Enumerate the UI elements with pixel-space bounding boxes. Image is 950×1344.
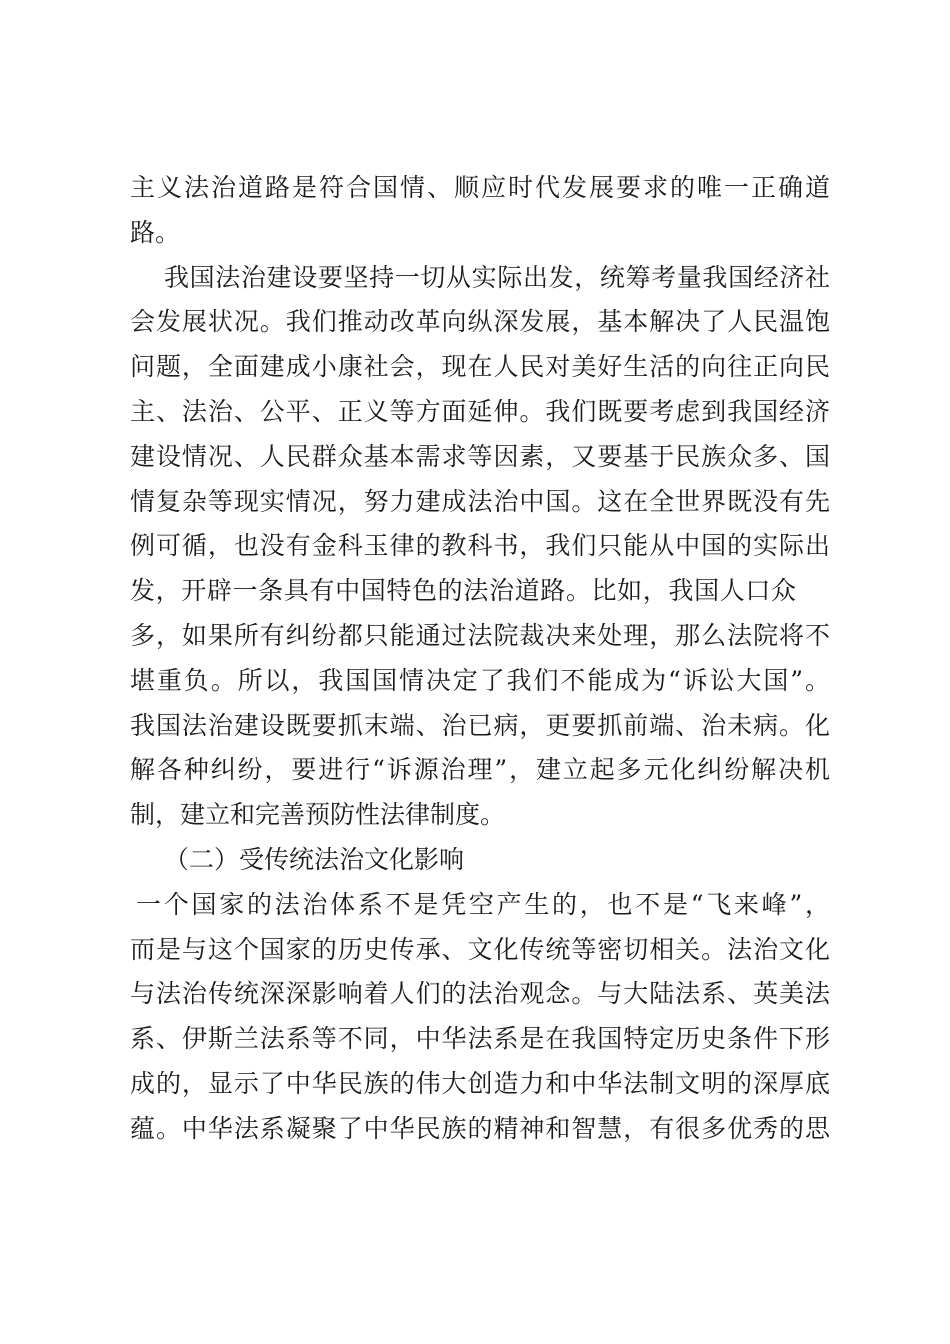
paragraph-line-12: 堪重负。所以，我国国情决定了我们不能成为“诉讼大国”。 xyxy=(130,665,830,695)
section-heading: （二）受传统法治文化影响 xyxy=(164,844,465,874)
paragraph-line-4: 会发展状况。我们推动改革向纵深发展，基本解决了人民温饱 xyxy=(130,307,830,337)
paragraph-line-21: 成的，显示了中华民族的伟大创造力和中华法制文明的深厚底 xyxy=(130,1068,830,1098)
paragraph-line-2: 路。 xyxy=(130,217,181,247)
paragraph-line-15: 制，建立和完善预防性法律制度。 xyxy=(130,800,506,830)
paragraph-line-18: 而是与这个国家的历史传承、文化传统等密切相关。法治文化 xyxy=(130,934,830,964)
paragraph-line-22: 蕴。中华法系凝聚了中华民族的精神和智慧，有很多优秀的思 xyxy=(130,1113,830,1143)
paragraph-line-9: 例可循，也没有金科玉律的教科书，我们只能从中国的实际出 xyxy=(130,531,830,561)
paragraph-line-7: 建设情况、人民群众基本需求等因素，又要基于民族众多、国 xyxy=(130,441,830,471)
paragraph-line-1: 主义法治道路是符合国情、顺应时代发展要求的唯一正确道 xyxy=(130,173,830,202)
body-text xyxy=(130,166,830,1152)
paragraph-line-3: 我国法治建设要坚持一切从实际出发，统筹考量我国经济社 xyxy=(164,262,830,292)
paragraph-line-14: 解各种纠纷，要进行“诉源治理”，建立起多元化纠纷解决机 xyxy=(130,755,830,785)
paragraph-line-19: 与法治传统深深影响着人们的法治观念。与大陆法系、英美法 xyxy=(130,979,830,1009)
paragraph-line-11: 多，如果所有纠纷都只能通过法院裁决来处理，那么法院将不 xyxy=(130,620,830,650)
paragraph-line-6: 主、法治、公平、正义等方面延伸。我们既要考虑到我国经济 xyxy=(130,396,830,426)
paragraph-line-8: 情复杂等现实情况，努力建成法治中国。这在全世界既没有先 xyxy=(130,486,830,516)
paragraph-line-13: 我国法治建设既要抓末端、治已病，更要抓前端、治未病。化 xyxy=(130,710,830,740)
paragraph-line-5: 问题，全面建成小康社会，现在人民对美好生活的向往正向民 xyxy=(130,352,830,382)
paragraph-line-20: 系、伊斯兰法系等不同，中华法系是在我国特定历史条件下形 xyxy=(130,1024,830,1054)
paragraph-line-10: 发，开辟一条具有中国特色的法治道路。比如，我国人口众 xyxy=(130,576,796,606)
paragraph-line-17: 一个国家的法治体系不是凭空产生的，也不是“飞来峰”， xyxy=(136,889,830,919)
